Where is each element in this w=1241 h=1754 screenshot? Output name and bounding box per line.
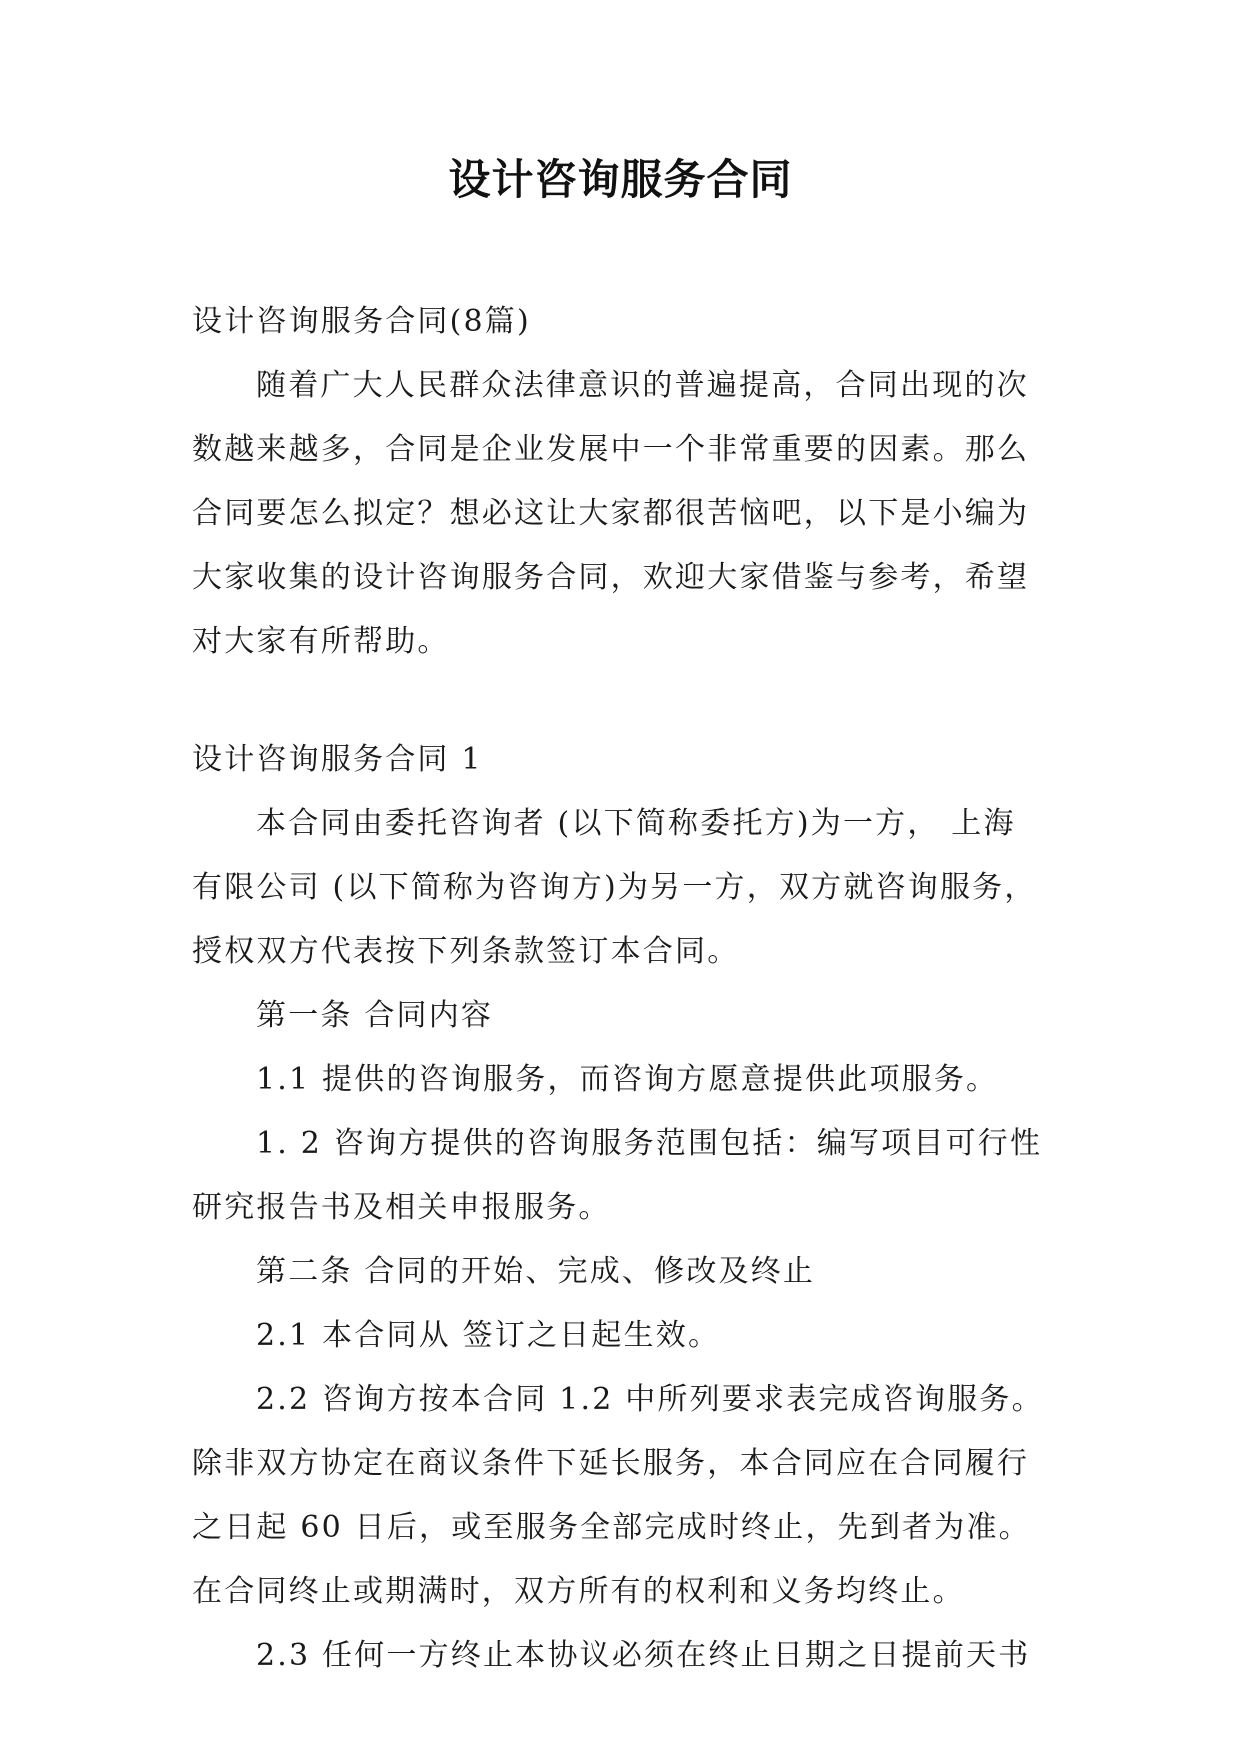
contract-line: 2.2 咨询方按本合同 1.2 中所列要求表完成咨询服务。 [256, 1382, 1044, 1417]
contract-line: 本合同由委托咨询者 (以下简称委托方)为一方， 上海 [256, 806, 1016, 841]
intro-line: 合同要怎么拟定？想必这让大家都很苦恼吧，以下是小编为 [192, 496, 1030, 531]
article-heading: 第一条 合同内容 [256, 998, 494, 1033]
contract-line: 授权双方代表按下列条款签订本合同。 [192, 934, 740, 969]
contract-line: 研究报告书及相关申报服务。 [192, 1190, 611, 1225]
contract-line: 之日起 60 日后，或至服务全部完成时终止，先到者为准。 [192, 1510, 1031, 1545]
contract-line: 1.1 提供的咨询服务，而咨询方愿意提供此项服务。 [256, 1062, 999, 1097]
intro-line: 对大家有所帮助。 [192, 624, 450, 659]
article-heading: 第二条 合同的开始、完成、修改及终止 [256, 1254, 816, 1289]
document-title: 设计咨询服务合同 [448, 155, 793, 204]
intro-line: 大家收集的设计咨询服务合同，欢迎大家借鉴与参考，希望 [192, 560, 1030, 595]
contract-line: 1. 2 咨询方提供的咨询服务范围包括：编写项目可行性 [256, 1126, 1043, 1161]
document-body [192, 290, 1056, 1688]
contract-line: 2.1 本合同从 签订之日起生效。 [256, 1318, 721, 1353]
contract-line: 除非双方协定在商议条件下延长服务，本合同应在合同履行 [192, 1446, 1030, 1481]
document-subtitle: 设计咨询服务合同(8篇) [192, 304, 531, 339]
paragraph-gap [192, 674, 1056, 728]
contract-line: 在合同终止或期满时，双方所有的权利和义务均终止。 [192, 1574, 965, 1609]
intro-line: 数越来越多，合同是企业发展中一个非常重要的因素。那么 [192, 432, 1030, 467]
contract-line: 2.3 任何一方终止本协议必须在终止日期之日提前天书 [256, 1638, 1031, 1673]
contract-line: 有限公司 (以下简称为咨询方)为另一方，双方就咨询服务， [192, 870, 1037, 905]
intro-line: 随着广大人民群众法律意识的普遍提高，合同出现的次 [256, 368, 1029, 403]
section-heading: 设计咨询服务合同 1 [192, 742, 483, 777]
